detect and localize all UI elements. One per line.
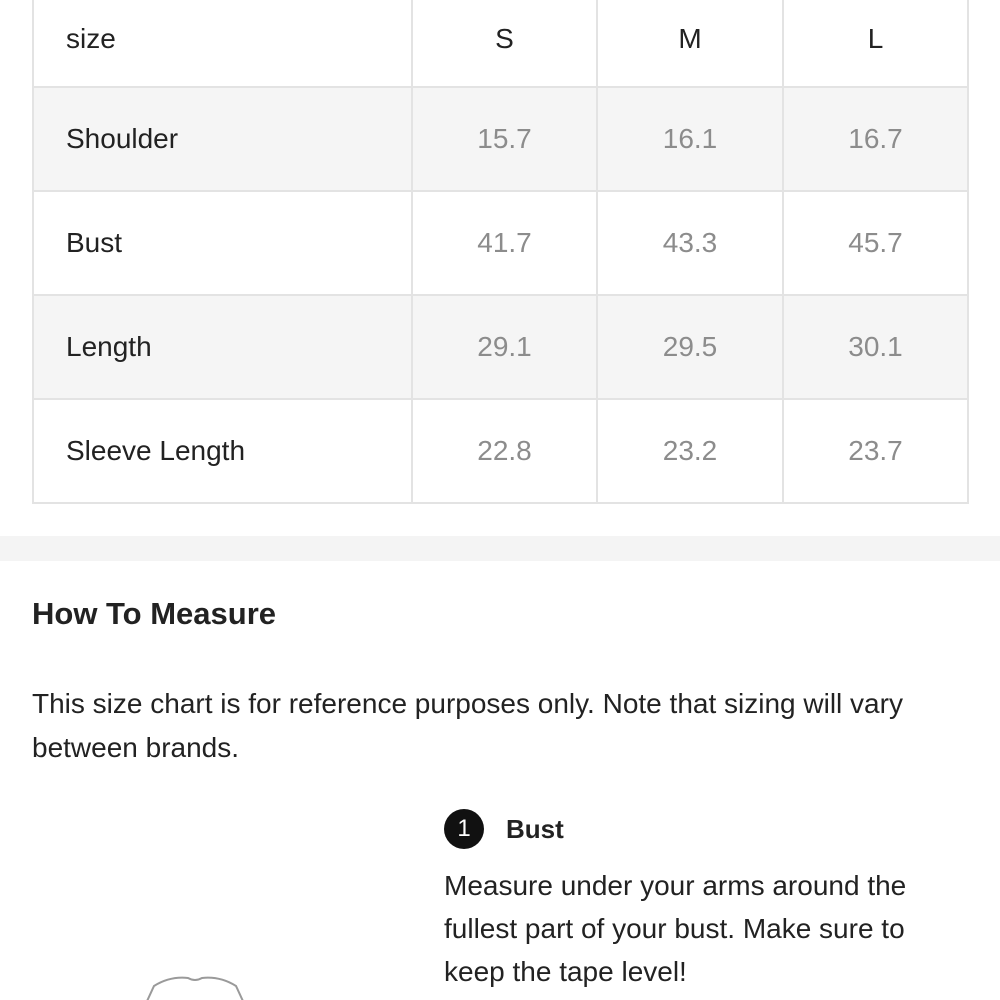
table-row-bust [33, 191, 968, 295]
table-cell: 29.5 [597, 295, 783, 399]
step-number-badge: 1 [444, 809, 484, 849]
step-description: Measure under your arms around the fullest part of your bust. Make sure to keep the tape level! [444, 870, 907, 987]
table-cell: 16.7 [783, 87, 968, 191]
step-title: Bust [506, 813, 564, 844]
table-cell: 23.7 [783, 399, 968, 503]
table-row-shoulder [33, 87, 968, 191]
table-cell: 30.1 [783, 295, 968, 399]
table-cell: 41.7 [412, 191, 597, 295]
row-label: Shoulder [33, 87, 412, 191]
table-row-length [33, 295, 968, 399]
size-chart-table [32, 0, 969, 504]
how-to-measure-title: How To Measure [32, 596, 277, 631]
row-label: Length [33, 295, 412, 399]
table-cell: 22.8 [412, 399, 597, 503]
row-label: Sleeve Length [33, 399, 412, 503]
table-cell: 23.2 [597, 399, 783, 503]
measure-step-bust [444, 808, 964, 993]
table-cell: 43.3 [597, 191, 783, 295]
size-header-m: M [597, 0, 783, 87]
size-header-s: S [412, 0, 597, 87]
step-header [444, 808, 964, 850]
table-cell: 16.1 [597, 87, 783, 191]
table-cell: 45.7 [783, 191, 968, 295]
row-label: Bust [33, 191, 412, 295]
size-column-header: size [33, 0, 412, 87]
size-header-l: L [783, 0, 968, 87]
size-chart-header-row [33, 0, 968, 87]
table-cell: 15.7 [412, 87, 597, 191]
table-row-sleeve-length [33, 399, 968, 503]
garment-outline-icon [130, 972, 260, 1000]
reference-note: This size chart is for reference purposes only. Note that sizing will vary between brands. [32, 688, 903, 763]
section-divider [0, 536, 1000, 561]
table-cell: 29.1 [412, 295, 597, 399]
